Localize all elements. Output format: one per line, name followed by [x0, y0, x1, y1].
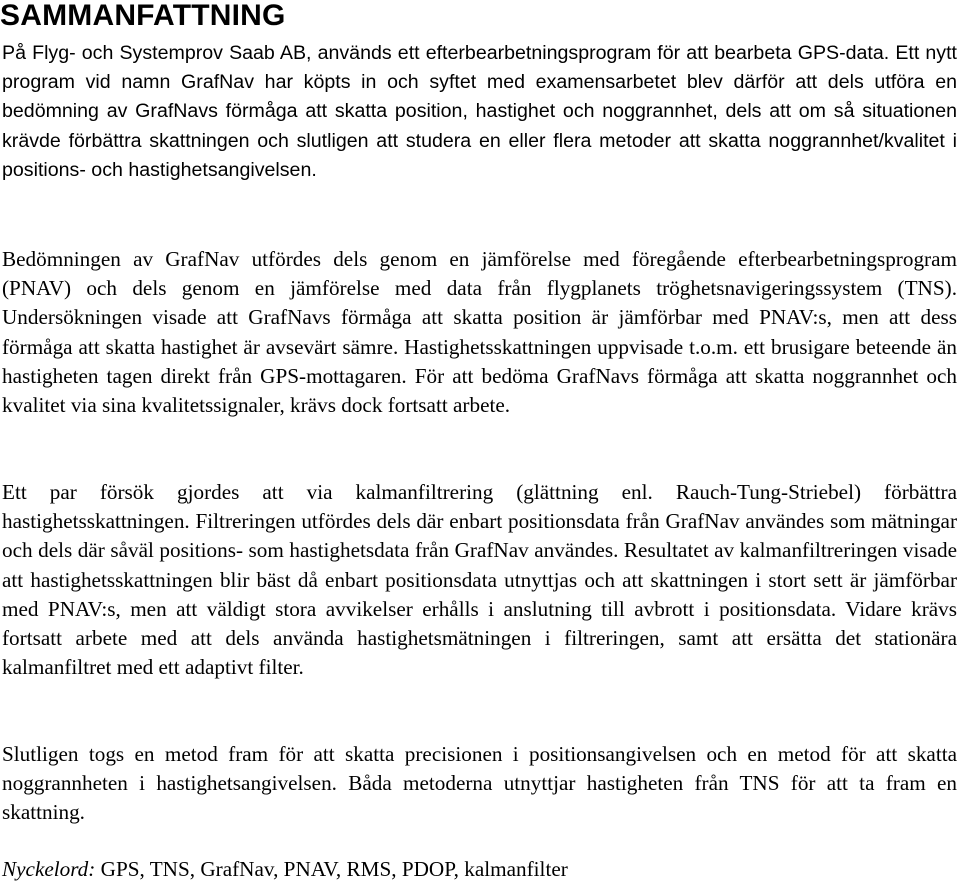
- keywords-line: [2, 855, 957, 884]
- page-title: SAMMANFATTNING: [0, 0, 286, 32]
- keywords-value: GPS, TNS, GrafNav, PNAV, RMS, PDOP, kalmanfilter: [100, 857, 568, 881]
- summary-paragraph-4: Slutligen togs en metod fram för att skatta precisionen i positionsangivelsen och en metod för att skatta noggrannheten i hastighetsangivelsen. Båda metoderna utnyttjar hastigheten från TNS för att ta fram en skattning.: [2, 742, 957, 825]
- summary-paragraph-1: På Flyg- och Systemprov Saab AB, används ett efterbearbetningsprogram för att bearbeta GPS-data. Ett nytt program vid namn GrafNav har köpts in och syftet med examensarbetet blev därför att dels utföra en bedömning av GrafNavs förmåga att skatta position, hastighet och noggrannhet, dels att om så situationen krävde förbättra skattningen och slutligen att studera en eller flera metoder att skatta noggrannhet/kvalitet i positions- och hastighetsangivelsen.: [2, 42, 957, 181]
- summary-paragraph-2: Bedömningen av GrafNav utfördes dels genom en jämförelse med föregående efterbearbetningsprogram (PNAV) och dels genom en jämförelse med data från flygplanets tröghetsnavigeringssystem (TNS). Undersökningen visade att GrafNavs förmåga att skatta position är jämförbar med PNAV:s, men att dess förmåga att skatta hastighet är avsevärt sämre. Hastighetsskattningen uppvisade t.o.m. ett brusigare beteende än hastigheten tagen direkt från GPS-mottagaren. För att bedöma GrafNavs förmåga att skatta noggrannhet och kvalitet via sina kvalitetssignaler, krävs dock fortsatt arbete.: [2, 247, 957, 418]
- summary-paragraph-3: Ett par försök gjordes att via kalmanfiltrering (glättning enl. Rauch-Tung-Striebel) förbättra hastighetsskattningen. Filtreringen utfördes dels där enbart positionsdata från GrafNav användes som mätningar och dels där såväl positions- som hastighetsdata från GrafNav användes. Resultatet av kalmanfiltreringen visade att hastighetsskattningen blir bäst då enbart positionsdata utnyttjas och att skattningen i stort sett är jämförbar med PNAV:s, men att väldigt stora avvikelser erhålls i anslutning till avbrott i positionsdata. Vidare krävs fortsatt arbete med att dels använda hastighetsmätningen i filtreringen, samt att ersätta det stationära kalmanfiltret med ett adaptivt filter.: [2, 480, 957, 680]
- keywords-label: Nyckelord:: [2, 857, 96, 881]
